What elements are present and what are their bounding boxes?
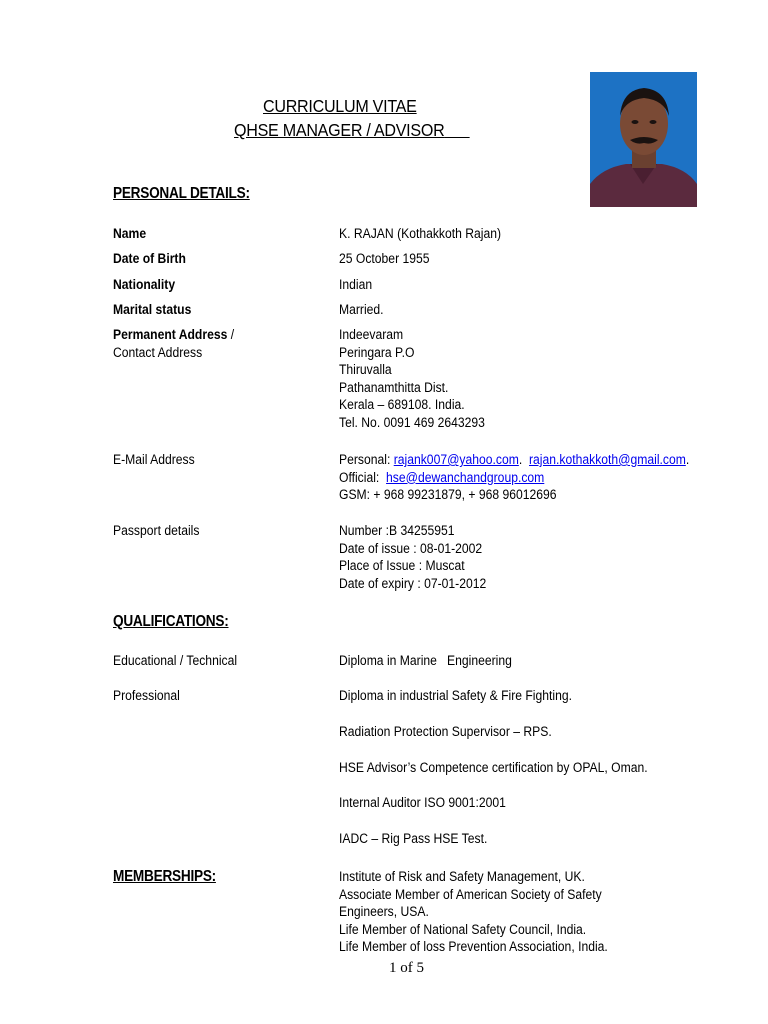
professional-item: Radiation Protection Supervisor – RPS. bbox=[339, 724, 552, 739]
nationality-value: Indian bbox=[339, 277, 373, 292]
email-personal-line bbox=[339, 451, 689, 469]
address-line: Kerala – 689108. India. bbox=[339, 397, 465, 413]
email-personal-prefix: Personal: bbox=[339, 452, 394, 467]
passport-value bbox=[339, 522, 486, 592]
subtitle-text: QHSE MANAGER / ADVISOR bbox=[234, 120, 445, 140]
address-value bbox=[339, 326, 485, 432]
personal-details-heading: PERSONAL DETAILS: bbox=[113, 185, 250, 202]
professional-item: Diploma in industrial Safety & Fire Fighting. bbox=[339, 688, 572, 703]
memberships-list bbox=[339, 868, 608, 956]
gsm-line: GSM: + 968 99231879, + 968 96012696 bbox=[339, 487, 557, 503]
membership-line: Life Member of loss Prevention Association, India. bbox=[339, 939, 608, 955]
email-label: E-Mail Address bbox=[113, 452, 195, 467]
marital-value: Married. bbox=[339, 302, 384, 317]
email-link-official[interactable]: hse@dewanchandgroup.com bbox=[386, 469, 545, 485]
passport-line: Place of Issue : Muscat bbox=[339, 558, 465, 574]
page-number: 1 of 5 bbox=[389, 960, 424, 976]
email-separator: . bbox=[518, 452, 529, 467]
permanent-address-label: Permanent Address bbox=[113, 327, 228, 342]
membership-line: Institute of Risk and Safety Management, UK. bbox=[339, 869, 585, 884]
address-line: Thiruvalla bbox=[339, 362, 392, 378]
document-subtitle bbox=[234, 120, 468, 141]
membership-line: Engineers, USA. bbox=[339, 904, 429, 920]
address-line: Peringara P.O bbox=[339, 344, 415, 360]
address-line: Indeevaram bbox=[339, 327, 404, 342]
professional-label: Professional bbox=[113, 688, 180, 703]
address-line: Tel. No. 0091 469 2643293 bbox=[339, 414, 485, 430]
membership-line: Life Member of National Safety Council, India. bbox=[339, 921, 587, 937]
nationality-label: Nationality bbox=[113, 277, 176, 292]
contact-address-label: Contact Address bbox=[113, 345, 203, 360]
portrait-image bbox=[590, 72, 697, 207]
education-value: Diploma in Marine Engineering bbox=[339, 653, 512, 668]
passport-label: Passport details bbox=[113, 523, 200, 538]
dob-label: Date of Birth bbox=[113, 251, 186, 266]
membership-line: Associate Member of American Society of Safety bbox=[339, 886, 602, 902]
passport-line: Number :B 34255951 bbox=[339, 523, 455, 538]
email-link-gmail[interactable]: rajan.kothakkoth@gmail.com bbox=[528, 452, 686, 467]
email-value bbox=[339, 451, 689, 504]
professional-item: IADC – Rig Pass HSE Test. bbox=[339, 831, 488, 846]
name-label: Name bbox=[113, 226, 147, 241]
passport-line: Date of issue : 08-01-2002 bbox=[339, 540, 483, 556]
email-official-line bbox=[339, 469, 689, 487]
email-link-yahoo[interactable]: rajank007@yahoo.com bbox=[393, 452, 519, 467]
email-end: . bbox=[685, 452, 690, 467]
qualifications-heading: QUALIFICATIONS: bbox=[113, 613, 229, 630]
address-label-separator: / bbox=[227, 327, 235, 342]
education-label: Educational / Technical bbox=[113, 653, 238, 668]
memberships-heading: MEMBERSHIPS: bbox=[113, 868, 216, 885]
document-title: CURRICULUM VITAE bbox=[263, 96, 417, 116]
passport-line: Date of expiry : 07-01-2012 bbox=[339, 575, 487, 591]
marital-label: Marital status bbox=[113, 302, 192, 317]
address-label bbox=[113, 327, 234, 342]
email-official-prefix: Official: bbox=[339, 469, 387, 485]
profile-photo bbox=[590, 72, 697, 207]
address-line: Pathanamthitta Dist. bbox=[339, 379, 449, 395]
dob-value: 25 October 1955 bbox=[339, 251, 430, 266]
name-value: K. RAJAN (Kothakkoth Rajan) bbox=[339, 226, 502, 241]
professional-item: Internal Auditor ISO 9001:2001 bbox=[339, 795, 506, 810]
professional-item: HSE Advisor’s Competence certification by OPAL, Oman. bbox=[339, 760, 648, 775]
